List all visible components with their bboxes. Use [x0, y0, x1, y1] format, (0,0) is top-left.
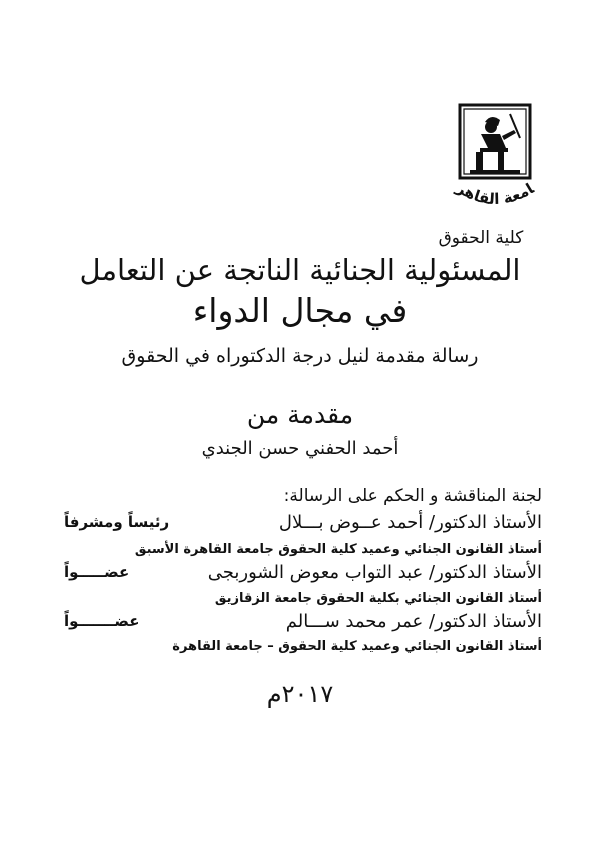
committee-member — [64, 562, 542, 586]
committee-title: لجنة المناقشة و الحكم على الرسالة: — [283, 486, 542, 506]
member-name: الأستاذ الدكتور/ عمر محمد ســـالم — [285, 611, 542, 632]
author-name: أحمد الحفني حسن الجندي — [201, 438, 399, 459]
member-name: الأستاذ الدكتور/ عبد التواب معوض الشوربجى — [207, 562, 542, 583]
university-emblem-icon — [440, 100, 550, 225]
year: ٢٠١٧م — [266, 680, 334, 708]
member-role: عضـــــــواً — [64, 612, 140, 630]
committee-member — [64, 611, 542, 635]
member-position: أستاذ القانون الجنائي وعميد كلية الحقوق – جامعة القاهرة — [172, 639, 542, 654]
member-role: عضـــــواً — [64, 563, 130, 581]
presented-by-label: مقدمة من — [246, 400, 354, 429]
committee-member — [64, 512, 542, 536]
member-role: رئيساً ومشرفاً — [64, 513, 170, 531]
faculty-name: كلية الحقوق — [438, 228, 524, 248]
member-position: أستاذ القانون الجنائي بكلية الحقوق جامعة الزقازيق — [214, 591, 542, 606]
cairo-university-logo — [440, 100, 550, 225]
thesis-title-line-1: المسئولية الجنائية الناتجة عن التعامل — [79, 253, 521, 287]
thesis-title-line-2: في مجال الدواء — [192, 291, 408, 330]
degree-statement: رسالة مقدمة لنيل درجة الدكتوراه في الحقوق — [121, 345, 479, 367]
member-name: الأستاذ الدكتور/ أحمد عــوض بـــلال — [278, 512, 542, 533]
svg-text:جامعة القاهرة: امعة القاهر — [453, 178, 537, 209]
member-position: أستاذ القانون الجنائي وعميد كلية الحقوق جامعة القاهرة الأسبق — [134, 542, 542, 557]
